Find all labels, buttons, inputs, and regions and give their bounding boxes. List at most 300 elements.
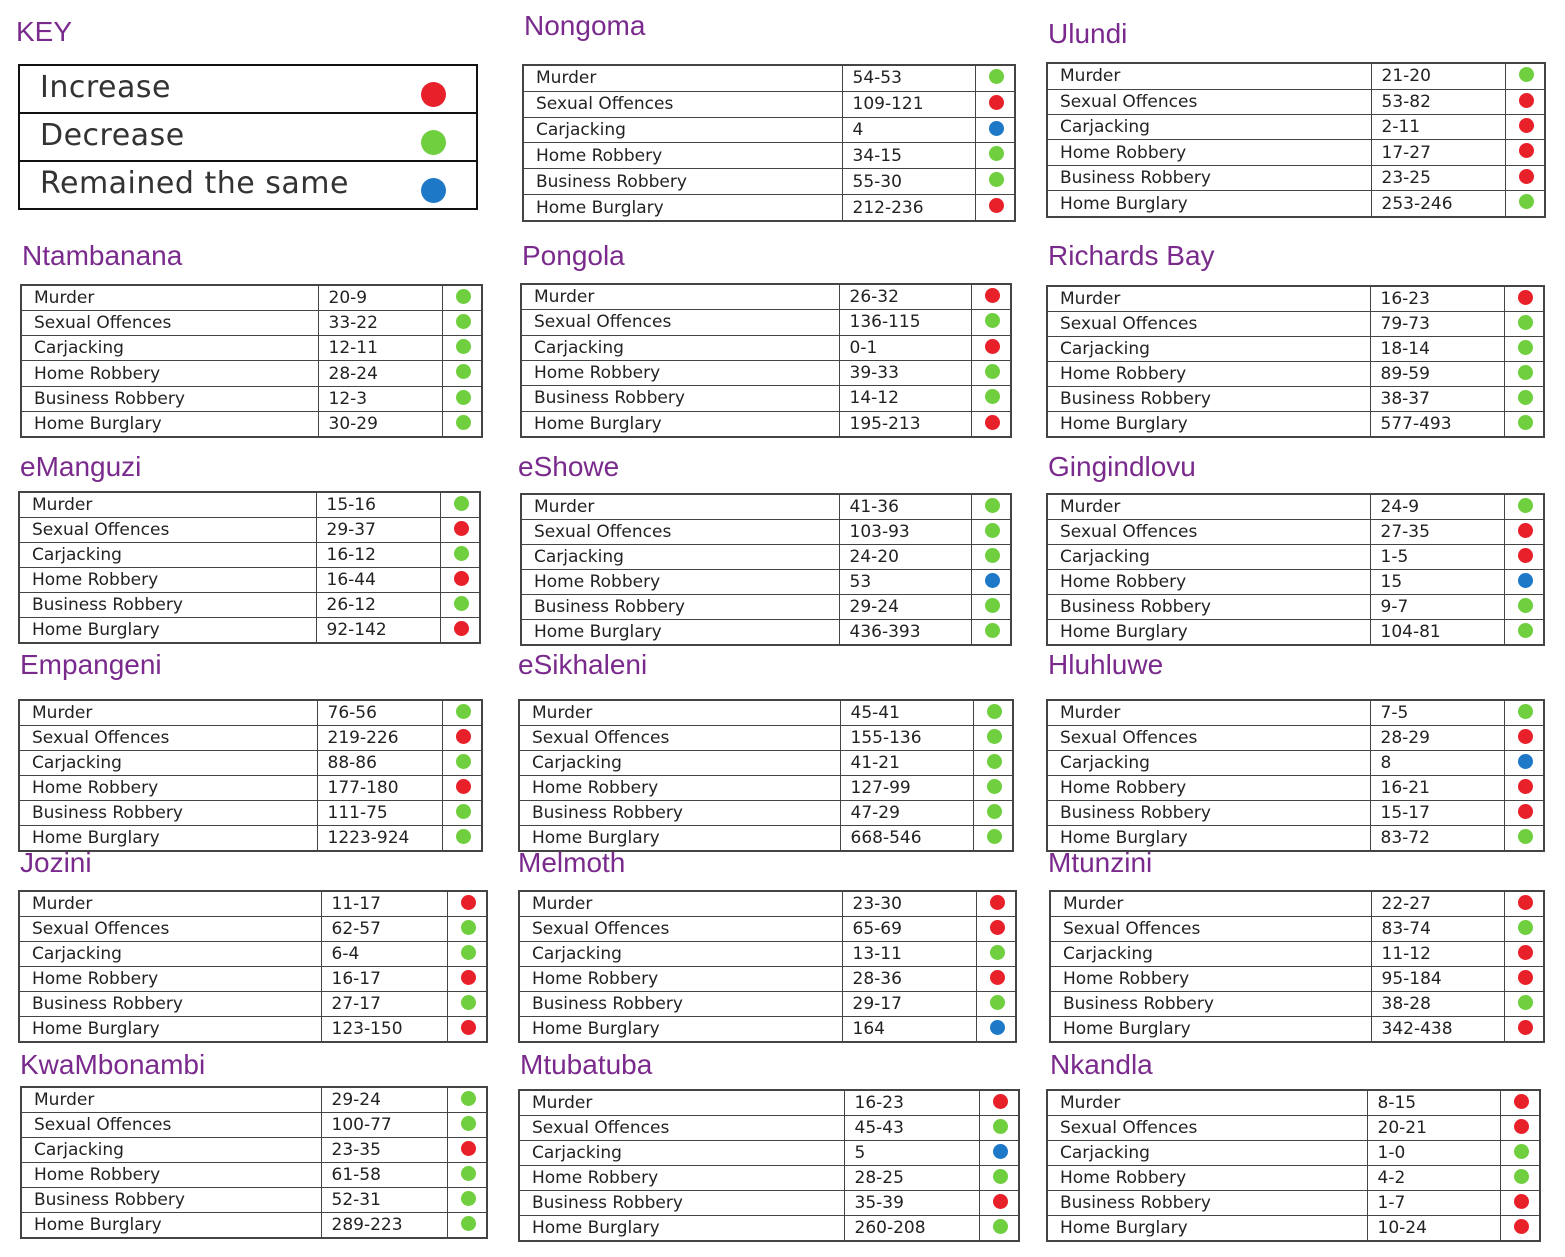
green-dot-icon <box>456 339 471 354</box>
crime-type: Business Robbery <box>1047 387 1370 412</box>
status-cell <box>442 751 482 776</box>
status-cell <box>1504 826 1544 852</box>
crime-count: 1-5 <box>1370 545 1504 570</box>
crime-type: Murder <box>521 494 839 520</box>
blue-dot-icon <box>421 178 446 203</box>
red-dot-icon <box>985 415 1000 430</box>
status-cell <box>976 992 1016 1017</box>
crime-count: 23-30 <box>842 891 976 917</box>
green-dot-icon <box>987 829 1002 844</box>
status-cell <box>971 545 1011 570</box>
crime-type: Carjacking <box>1047 337 1370 362</box>
status-cell <box>447 942 487 967</box>
crime-type: Business Robbery <box>519 992 842 1017</box>
crime-count: 28-24 <box>318 361 442 386</box>
green-dot-icon <box>1518 598 1533 613</box>
crime-count: 29-24 <box>321 1087 447 1113</box>
crime-count: 88-86 <box>317 751 442 776</box>
crime-count: 33-22 <box>318 311 442 336</box>
crime-count: 16-23 <box>1370 286 1504 312</box>
green-dot-icon <box>461 1166 476 1181</box>
red-dot-icon <box>461 1020 476 1035</box>
area-title-ntambanana: Ntambanana <box>22 240 183 271</box>
table-row <box>523 65 1015 91</box>
crime-count: 111-75 <box>317 801 442 826</box>
green-dot-icon <box>1519 194 1534 209</box>
status-cell <box>1504 776 1544 801</box>
crime-count: 260-208 <box>844 1216 979 1242</box>
crime-type: Home Robbery <box>519 1166 844 1191</box>
crime-count: 9-7 <box>1370 595 1504 620</box>
area-title-eshowe: eShowe <box>518 451 620 482</box>
key-row-increase <box>20 66 476 114</box>
status-cell <box>971 595 1011 620</box>
crime-count: 2-11 <box>1371 114 1505 139</box>
crime-type: Home Robbery <box>19 776 317 801</box>
crime-count: 1-0 <box>1367 1141 1500 1166</box>
table-row <box>1047 726 1544 751</box>
status-cell <box>447 992 487 1017</box>
table-row <box>521 595 1011 620</box>
status-cell <box>1504 387 1544 412</box>
status-cell <box>976 942 1016 967</box>
red-dot-icon <box>989 95 1004 110</box>
key-label-increase: Increase <box>40 70 171 105</box>
crime-type: Home Robbery <box>1047 362 1370 387</box>
blue-dot-icon <box>1518 573 1533 588</box>
status-cell <box>971 620 1011 646</box>
status-cell <box>1504 312 1544 337</box>
crime-type: Business Robbery <box>19 801 317 826</box>
table-row <box>519 992 1016 1017</box>
crime-count: 62-57 <box>321 917 447 942</box>
table-row <box>1047 114 1545 139</box>
crime-type: Home Robbery <box>521 570 839 595</box>
table-row <box>1047 1166 1540 1191</box>
crime-count: 26-12 <box>316 593 440 618</box>
crime-type: Murder <box>523 65 842 91</box>
red-dot-icon <box>454 571 469 586</box>
red-dot-icon <box>989 198 1004 213</box>
crime-type: Home Robbery <box>521 360 839 385</box>
green-dot-icon <box>1518 315 1533 330</box>
green-dot-icon <box>993 1119 1008 1134</box>
crime-count: 15 <box>1370 570 1504 595</box>
green-dot-icon <box>456 390 471 405</box>
status-cell <box>1504 700 1544 726</box>
status-cell <box>971 335 1011 360</box>
crime-type: Carjacking <box>519 942 842 967</box>
status-cell <box>447 1163 487 1188</box>
status-cell <box>971 494 1011 520</box>
table-row <box>21 336 482 361</box>
crime-count: 24-9 <box>1370 494 1504 520</box>
crime-table-eshowe <box>520 493 1012 646</box>
table-row <box>19 942 487 967</box>
crime-type: Sexual Offences <box>21 311 318 336</box>
green-dot-icon <box>1518 415 1533 430</box>
crime-count: 109-121 <box>842 91 975 117</box>
green-dot-icon <box>985 623 1000 638</box>
crime-type: Sexual Offences <box>1047 726 1370 751</box>
table-row <box>1050 942 1544 967</box>
key-label-decrease: Decrease <box>40 118 185 153</box>
table-row <box>519 1166 1019 1191</box>
crime-count: 16-12 <box>316 543 440 568</box>
table-row <box>1047 776 1544 801</box>
green-dot-icon <box>1518 365 1533 380</box>
area-title-melmoth: Melmoth <box>518 847 626 878</box>
crime-type: Murder <box>21 285 318 311</box>
green-dot-icon <box>461 1091 476 1106</box>
crime-type: Sexual Offences <box>1047 89 1371 114</box>
red-dot-icon <box>1514 1119 1529 1134</box>
status-cell <box>440 618 480 644</box>
crime-type: Business Robbery <box>1047 801 1370 826</box>
crime-count: 41-36 <box>839 494 971 520</box>
crime-type: Home Burglary <box>519 1216 844 1242</box>
crime-count: 20-9 <box>318 285 442 311</box>
green-dot-icon <box>456 829 471 844</box>
table-row <box>21 285 482 311</box>
status-cell <box>971 310 1011 335</box>
crime-type: Business Robbery <box>519 801 840 826</box>
crime-count: 16-44 <box>316 568 440 593</box>
status-cell <box>447 891 487 917</box>
status-cell <box>971 411 1011 437</box>
table-row <box>523 117 1015 143</box>
area-title-nkandla: Nkandla <box>1050 1049 1153 1080</box>
status-cell <box>971 570 1011 595</box>
table-row <box>21 311 482 336</box>
table-row <box>1050 967 1544 992</box>
crime-type: Carjacking <box>19 751 317 776</box>
crime-count: 45-43 <box>844 1116 979 1141</box>
red-dot-icon <box>1518 970 1533 985</box>
table-row <box>519 967 1016 992</box>
table-row <box>523 169 1015 195</box>
status-cell <box>440 593 480 618</box>
crime-count: 22-27 <box>1371 891 1504 917</box>
table-row <box>521 411 1011 437</box>
table-row <box>523 195 1015 221</box>
red-dot-icon <box>1518 290 1533 305</box>
crime-type: Carjacking <box>19 543 316 568</box>
table-row <box>1047 387 1544 412</box>
crime-count: 18-14 <box>1370 337 1504 362</box>
crime-type: Carjacking <box>519 1141 844 1166</box>
crime-type: Murder <box>1047 1090 1367 1116</box>
crime-count: 20-21 <box>1367 1116 1500 1141</box>
key-label-same: Remained the same <box>40 166 349 201</box>
crime-type: Business Robbery <box>1047 595 1370 620</box>
crime-type: Sexual Offences <box>19 917 321 942</box>
crime-count: 27-35 <box>1370 520 1504 545</box>
table-row <box>1047 595 1544 620</box>
crime-table-nongoma <box>522 64 1016 222</box>
crime-type: Murder <box>1050 891 1371 917</box>
key-title: KEY <box>16 16 73 47</box>
status-cell <box>975 117 1015 143</box>
crime-table-melmoth <box>518 890 1017 1043</box>
crime-type: Home Burglary <box>521 620 839 646</box>
table-row <box>21 1213 487 1239</box>
status-cell <box>1504 751 1544 776</box>
crime-type: Sexual Offences <box>519 917 842 942</box>
crime-type: Carjacking <box>21 336 318 361</box>
status-cell <box>1500 1166 1540 1191</box>
table-row <box>519 1116 1019 1141</box>
status-cell <box>975 65 1015 91</box>
crime-table-gingindlovu <box>1046 493 1545 646</box>
crime-count: 1223-924 <box>317 826 442 852</box>
status-cell <box>973 826 1013 852</box>
table-row <box>19 700 482 726</box>
red-dot-icon <box>1514 1219 1529 1234</box>
red-dot-icon <box>1519 169 1534 184</box>
key-legend <box>18 64 478 210</box>
status-cell <box>1504 545 1544 570</box>
crime-count: 16-17 <box>321 967 447 992</box>
table-row <box>1047 191 1545 217</box>
green-dot-icon <box>985 313 1000 328</box>
crime-type: Murder <box>519 1090 844 1116</box>
crime-type: Home Burglary <box>521 411 839 437</box>
blue-dot-icon <box>993 1144 1008 1159</box>
green-dot-icon <box>461 945 476 960</box>
status-cell <box>973 751 1013 776</box>
crime-count: 39-33 <box>839 360 971 385</box>
status-cell <box>442 411 482 437</box>
table-row <box>521 360 1011 385</box>
crime-type: Business Robbery <box>521 386 839 411</box>
crime-type: Home Robbery <box>19 568 316 593</box>
status-cell <box>447 967 487 992</box>
crime-count: 29-17 <box>842 992 976 1017</box>
green-dot-icon <box>454 596 469 611</box>
status-cell <box>1504 1017 1544 1043</box>
crime-type: Carjacking <box>523 117 842 143</box>
green-dot-icon <box>1518 704 1533 719</box>
crime-type: Home Burglary <box>1047 191 1371 217</box>
crime-count: 11-17 <box>321 891 447 917</box>
table-row <box>1047 1216 1540 1242</box>
crime-count: 23-35 <box>321 1138 447 1163</box>
crime-type: Home Burglary <box>523 195 842 221</box>
status-cell <box>971 360 1011 385</box>
status-cell <box>447 1188 487 1213</box>
green-dot-icon <box>1519 67 1534 82</box>
crime-count: 83-72 <box>1370 826 1504 852</box>
status-cell <box>973 776 1013 801</box>
table-row <box>19 917 487 942</box>
crime-type: Sexual Offences <box>19 518 316 543</box>
status-cell <box>975 143 1015 169</box>
table-row <box>19 891 487 917</box>
red-dot-icon <box>456 779 471 794</box>
crime-type: Carjacking <box>21 1138 321 1163</box>
status-cell <box>979 1141 1019 1166</box>
crime-type: Carjacking <box>1047 1141 1367 1166</box>
status-cell <box>1504 286 1544 312</box>
crime-count: 28-36 <box>842 967 976 992</box>
crime-count: 45-41 <box>840 700 973 726</box>
status-cell <box>979 1166 1019 1191</box>
status-cell <box>973 700 1013 726</box>
crime-type: Murder <box>1047 63 1371 89</box>
red-dot-icon <box>1519 93 1534 108</box>
status-cell <box>976 917 1016 942</box>
green-dot-icon <box>461 1216 476 1231</box>
crime-count: 104-81 <box>1370 620 1504 646</box>
crime-type: Murder <box>19 492 316 518</box>
table-row <box>1050 1017 1544 1043</box>
crime-type: Business Robbery <box>521 595 839 620</box>
crime-count: 29-24 <box>839 595 971 620</box>
crime-count: 4 <box>842 117 975 143</box>
status-cell <box>447 1113 487 1138</box>
crime-count: 219-226 <box>317 726 442 751</box>
blue-dot-icon <box>1518 754 1533 769</box>
table-row <box>1050 891 1544 917</box>
key-row-decrease <box>20 114 476 162</box>
red-dot-icon <box>421 82 446 107</box>
crime-type: Murder <box>1047 286 1370 312</box>
status-cell <box>1504 362 1544 387</box>
table-row <box>1047 362 1544 387</box>
blue-dot-icon <box>985 573 1000 588</box>
crime-type: Sexual Offences <box>521 310 839 335</box>
status-cell <box>440 492 480 518</box>
status-cell <box>442 776 482 801</box>
green-dot-icon <box>985 389 1000 404</box>
status-cell <box>975 169 1015 195</box>
green-dot-icon <box>456 289 471 304</box>
table-row <box>21 1113 487 1138</box>
red-dot-icon <box>1518 523 1533 538</box>
crime-type: Murder <box>1047 700 1370 726</box>
status-cell <box>1500 1116 1540 1141</box>
crime-type: Home Robbery <box>519 967 842 992</box>
table-row <box>1047 63 1545 89</box>
crime-count: 16-21 <box>1370 776 1504 801</box>
crime-count: 92-142 <box>316 618 440 644</box>
table-row <box>521 310 1011 335</box>
green-dot-icon <box>989 146 1004 161</box>
crime-type: Home Burglary <box>1047 1216 1367 1242</box>
crime-table-kwambonambi <box>20 1086 488 1239</box>
crime-type: Sexual Offences <box>1050 917 1371 942</box>
status-cell <box>1504 595 1544 620</box>
table-row <box>19 967 487 992</box>
green-dot-icon <box>987 779 1002 794</box>
crime-count: 14-12 <box>839 386 971 411</box>
crime-type: Carjacking <box>19 942 321 967</box>
status-cell <box>975 91 1015 117</box>
crime-type: Home Robbery <box>523 143 842 169</box>
crime-count: 34-15 <box>842 143 975 169</box>
crime-count: 12-3 <box>318 386 442 411</box>
green-dot-icon <box>456 704 471 719</box>
crime-count: 103-93 <box>839 520 971 545</box>
crime-table-jozini <box>18 890 488 1043</box>
table-row <box>1047 1116 1540 1141</box>
table-row <box>1050 917 1544 942</box>
table-row <box>19 751 482 776</box>
crime-count: 26-32 <box>839 284 971 310</box>
green-dot-icon <box>1518 995 1533 1010</box>
green-dot-icon <box>461 1191 476 1206</box>
table-row <box>519 942 1016 967</box>
green-dot-icon <box>456 754 471 769</box>
crime-type: Business Robbery <box>21 386 318 411</box>
crime-count: 53 <box>839 570 971 595</box>
table-row <box>1047 286 1544 312</box>
status-cell <box>1500 1090 1540 1116</box>
crime-type: Home Burglary <box>19 618 316 644</box>
crime-count: 61-58 <box>321 1163 447 1188</box>
green-dot-icon <box>989 172 1004 187</box>
table-row <box>519 1090 1019 1116</box>
table-row <box>521 545 1011 570</box>
green-dot-icon <box>990 995 1005 1010</box>
status-cell <box>976 967 1016 992</box>
table-row <box>21 1138 487 1163</box>
crime-count: 27-17 <box>321 992 447 1017</box>
crime-type: Home Burglary <box>519 1017 842 1043</box>
crime-count: 10-24 <box>1367 1216 1500 1242</box>
table-row <box>19 1017 487 1043</box>
crime-count: 28-29 <box>1370 726 1504 751</box>
table-row <box>19 492 480 518</box>
crime-count: 0-1 <box>839 335 971 360</box>
crime-count: 577-493 <box>1370 412 1504 438</box>
crime-count: 21-20 <box>1371 63 1505 89</box>
table-row <box>1047 312 1544 337</box>
green-dot-icon <box>985 364 1000 379</box>
table-row <box>19 992 487 1017</box>
crime-type: Home Robbery <box>19 967 321 992</box>
crime-count: 35-39 <box>844 1191 979 1216</box>
green-dot-icon <box>456 415 471 430</box>
crime-type: Home Burglary <box>1047 412 1370 438</box>
crime-type: Carjacking <box>1047 545 1370 570</box>
status-cell <box>440 518 480 543</box>
red-dot-icon <box>1519 118 1534 133</box>
crime-count: 7-5 <box>1370 700 1504 726</box>
red-dot-icon <box>985 288 1000 303</box>
crime-count: 342-438 <box>1371 1017 1504 1043</box>
table-row <box>1047 1141 1540 1166</box>
status-cell <box>447 917 487 942</box>
status-cell <box>976 1017 1016 1043</box>
table-row <box>1047 1191 1540 1216</box>
table-row <box>1047 801 1544 826</box>
green-dot-icon <box>987 804 1002 819</box>
status-cell <box>442 336 482 361</box>
area-title-empangeni: Empangeni <box>20 649 162 680</box>
status-cell <box>1504 917 1544 942</box>
crime-count: 195-213 <box>839 411 971 437</box>
crime-table-richards-bay <box>1046 285 1545 438</box>
red-dot-icon <box>454 521 469 536</box>
crime-type: Sexual Offences <box>1047 312 1370 337</box>
status-cell <box>979 1216 1019 1242</box>
crime-type: Carjacking <box>1050 942 1371 967</box>
green-dot-icon <box>993 1169 1008 1184</box>
red-dot-icon <box>1518 548 1533 563</box>
crime-table-mtunzini <box>1049 890 1545 1043</box>
